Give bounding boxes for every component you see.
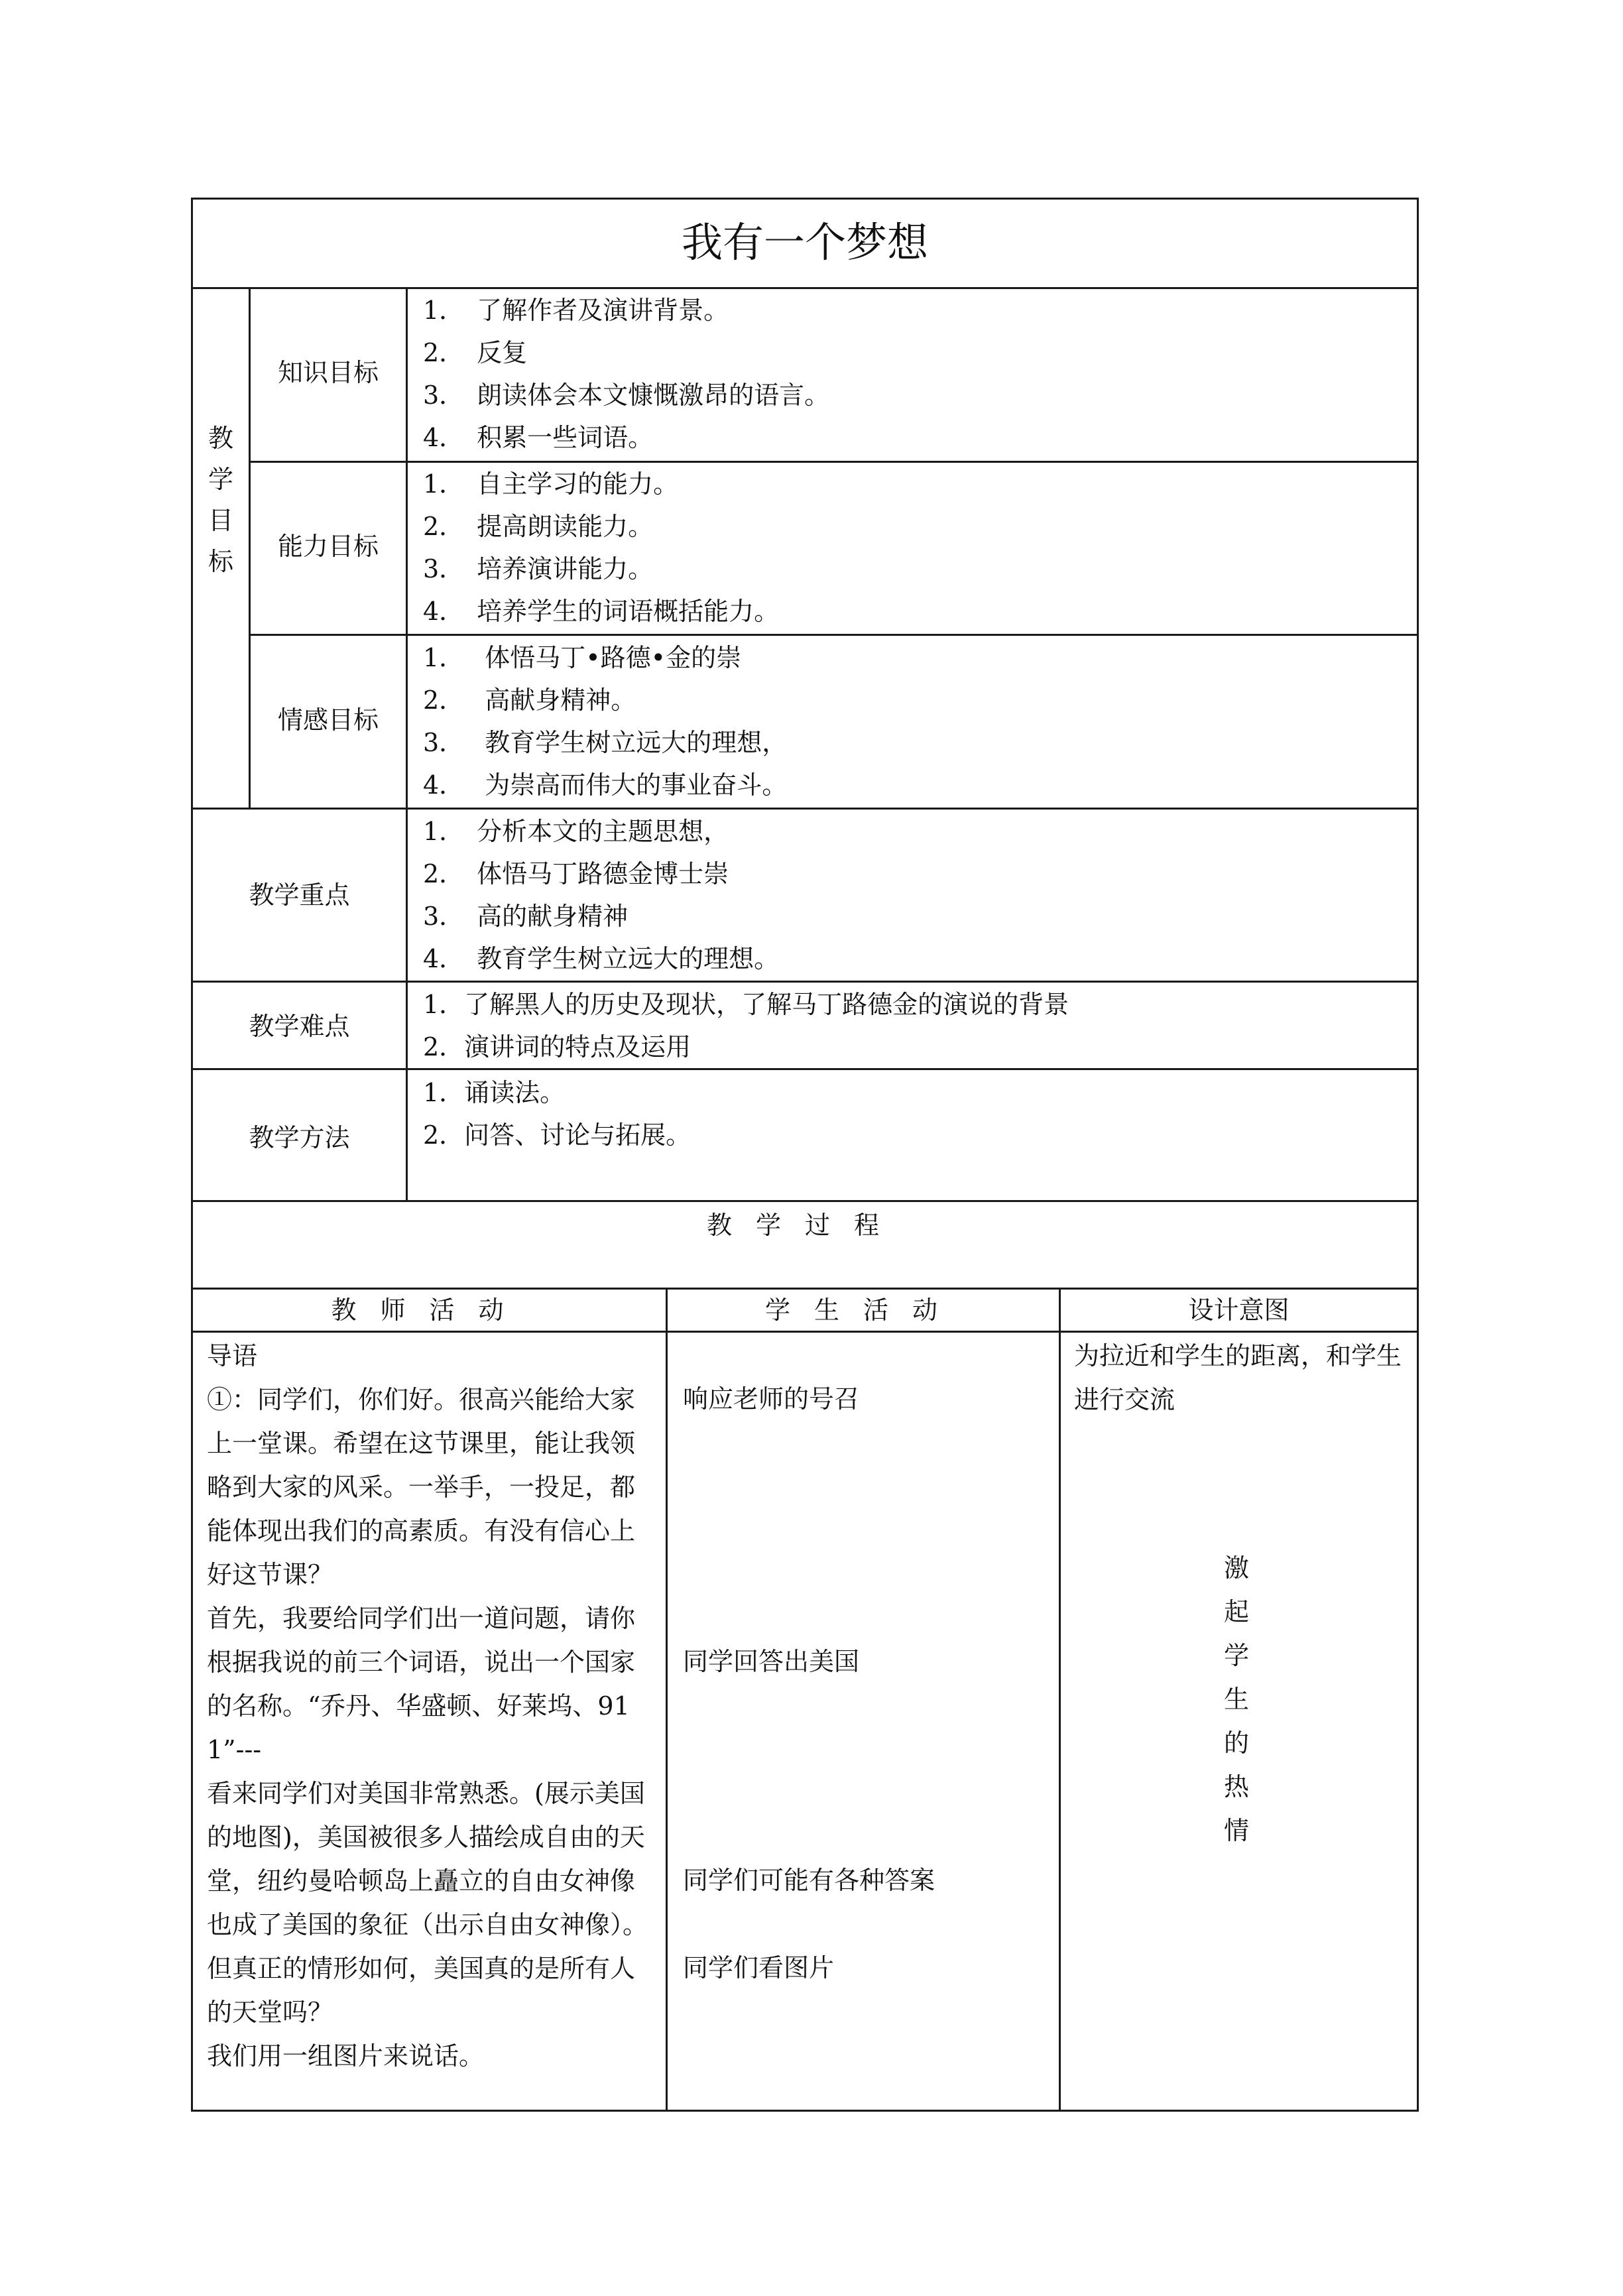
list-item: 4． 培养学生的词语概括能力。	[423, 597, 780, 626]
list-item: 3． 培养演讲能力。	[423, 554, 654, 583]
list-item: 3． 教育学生树立远大的理想，	[423, 728, 788, 757]
ability-list	[423, 463, 779, 633]
teacher-paragraph: 我们用一组图片来说话。	[207, 2041, 485, 2071]
emotion-label: 情感目标	[277, 705, 379, 735]
teacher-paragraph: 首先，我要给同学们出一道问题，请你根据我说的前三个词语，说出一个国家的名称。“乔丹、华盛顿、好莱坞、911”---	[207, 1604, 636, 1764]
list-item: 1．诵读法。	[423, 1078, 566, 1107]
student-note: 同学们可能有各种答案	[683, 1866, 935, 1895]
student-note: 同学回答出美国	[683, 1647, 860, 1676]
knowledge-label: 知识目标	[277, 358, 379, 387]
difficulties-list	[423, 983, 1069, 1068]
list-item: 2． 提高朗读能力。	[423, 512, 654, 541]
objectives-label: 教学目标	[208, 424, 234, 576]
page-title: 我有一个梦想	[681, 218, 928, 267]
teacher-paragraph: ①：同学们，你们好。很高兴能给大家上一堂课。希望在这节课里，能让我领略到大家的风采。一举手，一投足，都能体现出我们的高素质。有没有信心上好这节课？	[207, 1385, 636, 1589]
list-item: 2． 体悟马丁路德金博士崇	[423, 859, 729, 888]
ability-label: 能力目标	[277, 532, 379, 561]
emotion-list	[423, 636, 787, 806]
design-note: 为拉近和学生的距离，和学生进行交流	[1074, 1341, 1402, 1414]
teacher-heading: 导语	[207, 1341, 258, 1370]
key-points-list	[423, 810, 779, 980]
teacher-activity	[207, 1334, 658, 2078]
teacher-paragraph: 看来同学们对美国非常熟悉。(展示美国的地图)，美国被很多人描绘成自由的天堂，纽约曼哈顿岛上矗立的自由女神像也成了美国的象征（出示自由女神像）。	[207, 1779, 648, 1939]
list-item: 4． 为崇高而伟大的事业奋斗。	[423, 770, 788, 800]
teacher-paragraph: 但真正的情形如何，美国真的是所有人的天堂吗？	[207, 1954, 636, 2027]
methods-list	[423, 1071, 691, 1156]
col-teacher-header: 教师活动	[331, 1296, 528, 1325]
list-item: 2．演讲词的特点及运用	[423, 1032, 691, 1061]
list-item: 1． 分析本文的主题思想，	[423, 817, 729, 846]
list-item: 3． 朗读体会本文慷慨激昂的语言。	[423, 381, 830, 410]
list-item: 2．问答、讨论与拓展。	[423, 1120, 691, 1150]
col-design-header: 设计意图	[1188, 1296, 1290, 1325]
methods-label: 教学方法	[249, 1123, 350, 1152]
list-item: 2． 高献身精神。	[423, 686, 636, 715]
list-item: 4． 教育学生树立远大的理想。	[423, 944, 780, 973]
process-header: 教学过程	[706, 1211, 903, 1240]
list-item: 1． 自主学习的能力。	[423, 469, 679, 499]
list-item: 4． 积累一些词语。	[423, 423, 654, 452]
student-note: 响应老师的号召	[683, 1384, 860, 1414]
difficulties-label: 教学难点	[249, 1012, 350, 1041]
list-item: 1． 了解作者及演讲背景。	[423, 296, 729, 325]
list-item: 3． 高的献身精神	[423, 902, 629, 931]
col-student-header: 学生活动	[764, 1296, 961, 1325]
list-item: 1． 体悟马丁•路德•金的崇	[423, 643, 742, 672]
knowledge-list	[423, 289, 829, 459]
design-vertical-note: 激起学生的热情	[1223, 1553, 1249, 1845]
list-item: 1．了解黑人的历史及现状，了解马丁路德金的演说的背景	[423, 990, 1069, 1019]
student-note: 同学们看图片	[683, 1953, 835, 1982]
key-points-label: 教学重点	[249, 880, 350, 910]
list-item: 2． 反复	[423, 338, 528, 367]
